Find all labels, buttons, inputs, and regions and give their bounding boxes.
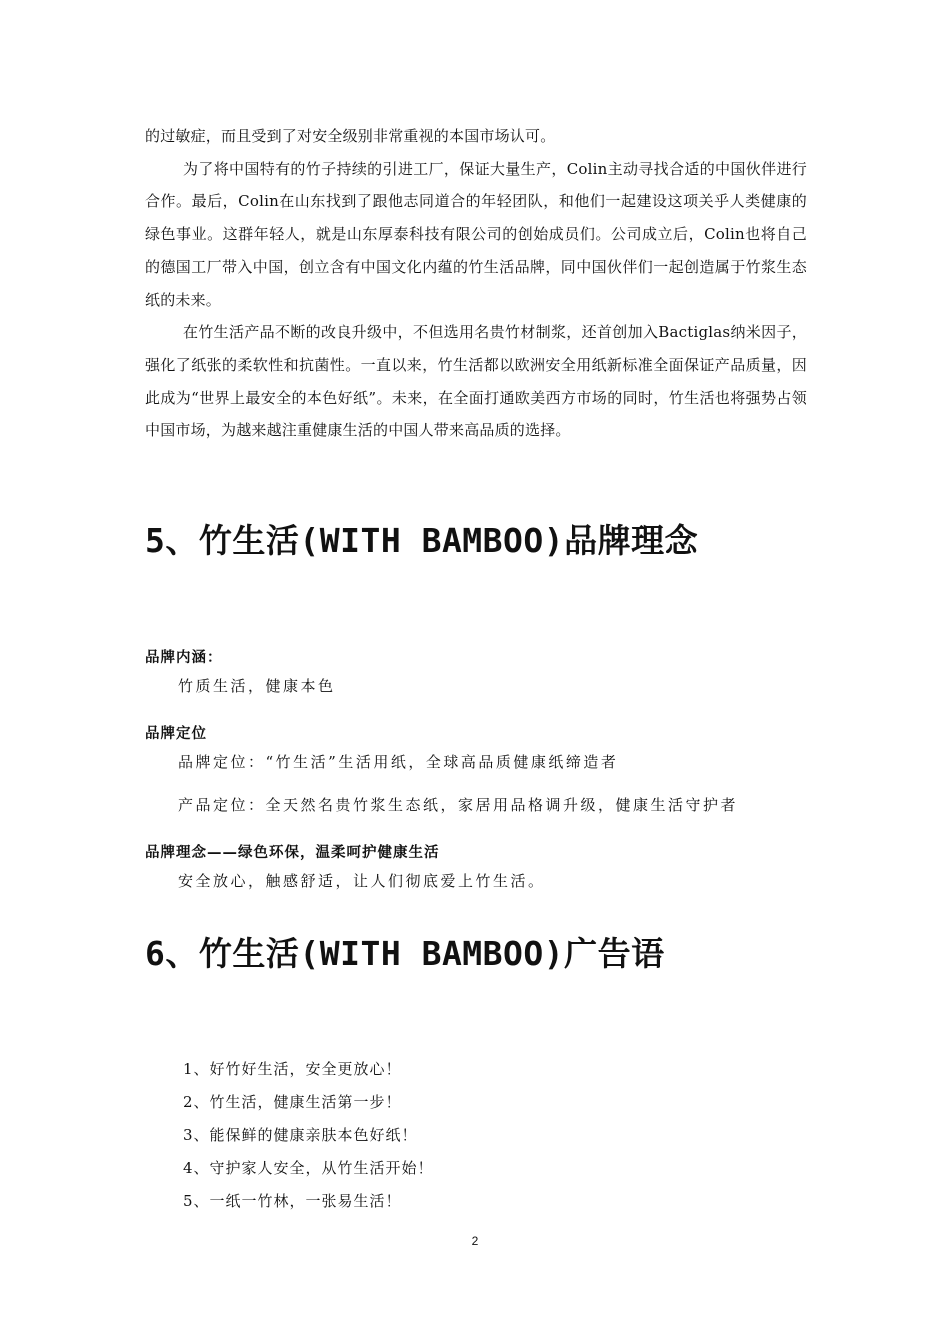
- slogan-item: 3、能保鲜的健康亲肤本色好纸！: [183, 1126, 418, 1144]
- positioning-item-text: 品牌定位：“竹生活”生活用纸，全球高品质健康纸缔造者: [178, 753, 619, 771]
- section-6-heading: 6、竹生活(WITH BAMBOO)广告语: [145, 934, 665, 973]
- positioning-item-text: 产品定位：全天然名贵竹浆生态纸，家居用品格调升级，健康生活守护者: [178, 796, 739, 814]
- slogan-item: 1、好竹好生活，安全更放心！: [183, 1060, 402, 1078]
- section-5-heading: 5、竹生活(WITH BAMBOO)品牌理念: [145, 521, 699, 560]
- brand-connotation-heading: 品牌内涵：: [145, 650, 223, 666]
- intro-text: [145, 120, 807, 447]
- positioning-item-1: [145, 751, 618, 772]
- slogan-item: 2、竹生活，健康生活第一步！: [183, 1093, 402, 1111]
- page-number: 2: [471, 1234, 479, 1248]
- intro-paragraph-3: 在竹生活产品不断的改良升级中，不但选用名贵竹材制浆，还首创加入Bactiglas纳米因子，强化了纸张的柔软性和抗菌性。一直以来，竹生活都以欧洲安全用纸新标准全面保证产品质量，因此成为“世界上最安全的本色好纸”。未来，在全面打通欧美西方市场的同时，竹生活也将强势占领中国市场，为越来越注重健康生活的中国人带来高品质的选择。: [145, 323, 807, 440]
- connotation-item-text: 竹质生活，健康本色: [178, 677, 336, 695]
- connotation-item-1: [145, 675, 336, 696]
- brand-positioning-heading: 品牌定位: [145, 726, 207, 742]
- slogan-item: 4、守护家人安全，从竹生活开始！: [183, 1159, 434, 1177]
- slogan-item: 5、一纸一竹林，一张易生活！: [183, 1192, 402, 1210]
- intro-paragraph-2: 为了将中国特有的竹子持续的引进工厂，保证大量生产，Colin主动寻找合适的中国伙伴进行合作。最后，Colin在山东找到了跟他志同道合的年轻团队，和他们一起建设这项关乎人类健康的绿色事业。这群年轻人，就是山东厚泰科技有限公司的创始成员们。公司成立后，Colin也将自己的德国工厂带入中国，创立含有中国文化内蕴的竹生活品牌，同中国伙伴们一起创造属于竹浆生态纸的未来。: [145, 159, 807, 309]
- positioning-item-2: [145, 794, 738, 815]
- slogan-list: [183, 1053, 434, 1218]
- intro-paragraph-1: 的过敏症，而且受到了对安全级别非常重视的本国市场认可。: [145, 127, 556, 145]
- concept-item-1: [145, 870, 546, 891]
- brand-concept-heading: 品牌理念——绿色环保，温柔呵护健康生活: [145, 845, 440, 861]
- concept-item-text: 安全放心，触感舒适，让人们彻底爱上竹生活。: [178, 872, 546, 890]
